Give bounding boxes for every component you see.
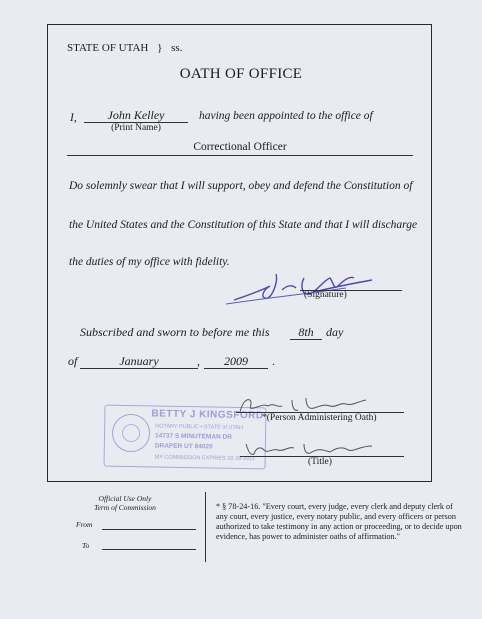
state-label: STATE OF UTAH xyxy=(67,42,149,54)
official-use-title: Official Use Only xyxy=(98,494,152,503)
stamp-line-1: NOTARY PUBLIC • STATE of UTAH xyxy=(155,423,244,432)
sworn-day-value: 8th xyxy=(298,325,314,339)
pronoun-i: I, xyxy=(70,112,77,124)
office-value: Correctional Officer xyxy=(193,141,287,153)
day-label: day xyxy=(326,325,344,339)
term-of-commission: Term of Commission xyxy=(94,503,156,512)
comma: , xyxy=(197,354,200,368)
signature-label: (Signature) xyxy=(304,290,347,300)
period: . xyxy=(272,354,275,368)
brace: } xyxy=(157,42,163,54)
administering-label: *(Person Administering Oath) xyxy=(262,413,377,423)
state-header xyxy=(67,42,182,54)
appointed-text: having been appointed to the office of xyxy=(199,110,373,122)
sworn-year-value: 2009 xyxy=(224,354,248,368)
statute-text: * § 78-24-16. "Every court, every judge, every clerk and deputy clerk of any court, every justice, every notary public, and every officers or person authorized to take testimony in any action or proceeding, or to decide upon evidence, has power to administer oaths of affirmation." xyxy=(216,502,462,541)
stamp-line-4: MY COMMISSION EXPIRES 10-28-2011 xyxy=(154,454,256,463)
of-label: of xyxy=(68,354,78,368)
sworn-month-value: January xyxy=(119,354,159,368)
from-label: From xyxy=(76,520,93,529)
ss-label: ss. xyxy=(171,42,183,54)
section-divider xyxy=(205,492,206,562)
print-name-label: (Print Name) xyxy=(111,123,161,133)
stamp-name: BETTY J KINGSFORD xyxy=(151,408,264,422)
stamp-line-3: DRAPER UT 84020 xyxy=(154,442,213,451)
oath-line-3: the duties of my office with fidelity. xyxy=(69,256,230,268)
to-label: To xyxy=(82,541,90,550)
stamp-line-2: 14737 S MINUTEMAN DR xyxy=(154,432,233,441)
notary-seal-icon xyxy=(112,414,151,453)
sworn-text: Subscribed and sworn to before me this xyxy=(80,325,270,339)
oath-line-1: Do solemnly swear that I will support, obey and defend the Constitution of xyxy=(69,180,413,192)
title-label: (Title) xyxy=(308,457,332,467)
oath-line-2: the United States and the Constitution of this State and that I will discharge xyxy=(69,219,418,231)
page-title: OATH OF OFFICE xyxy=(179,66,303,82)
print-name-value: John Kelley xyxy=(107,108,165,122)
